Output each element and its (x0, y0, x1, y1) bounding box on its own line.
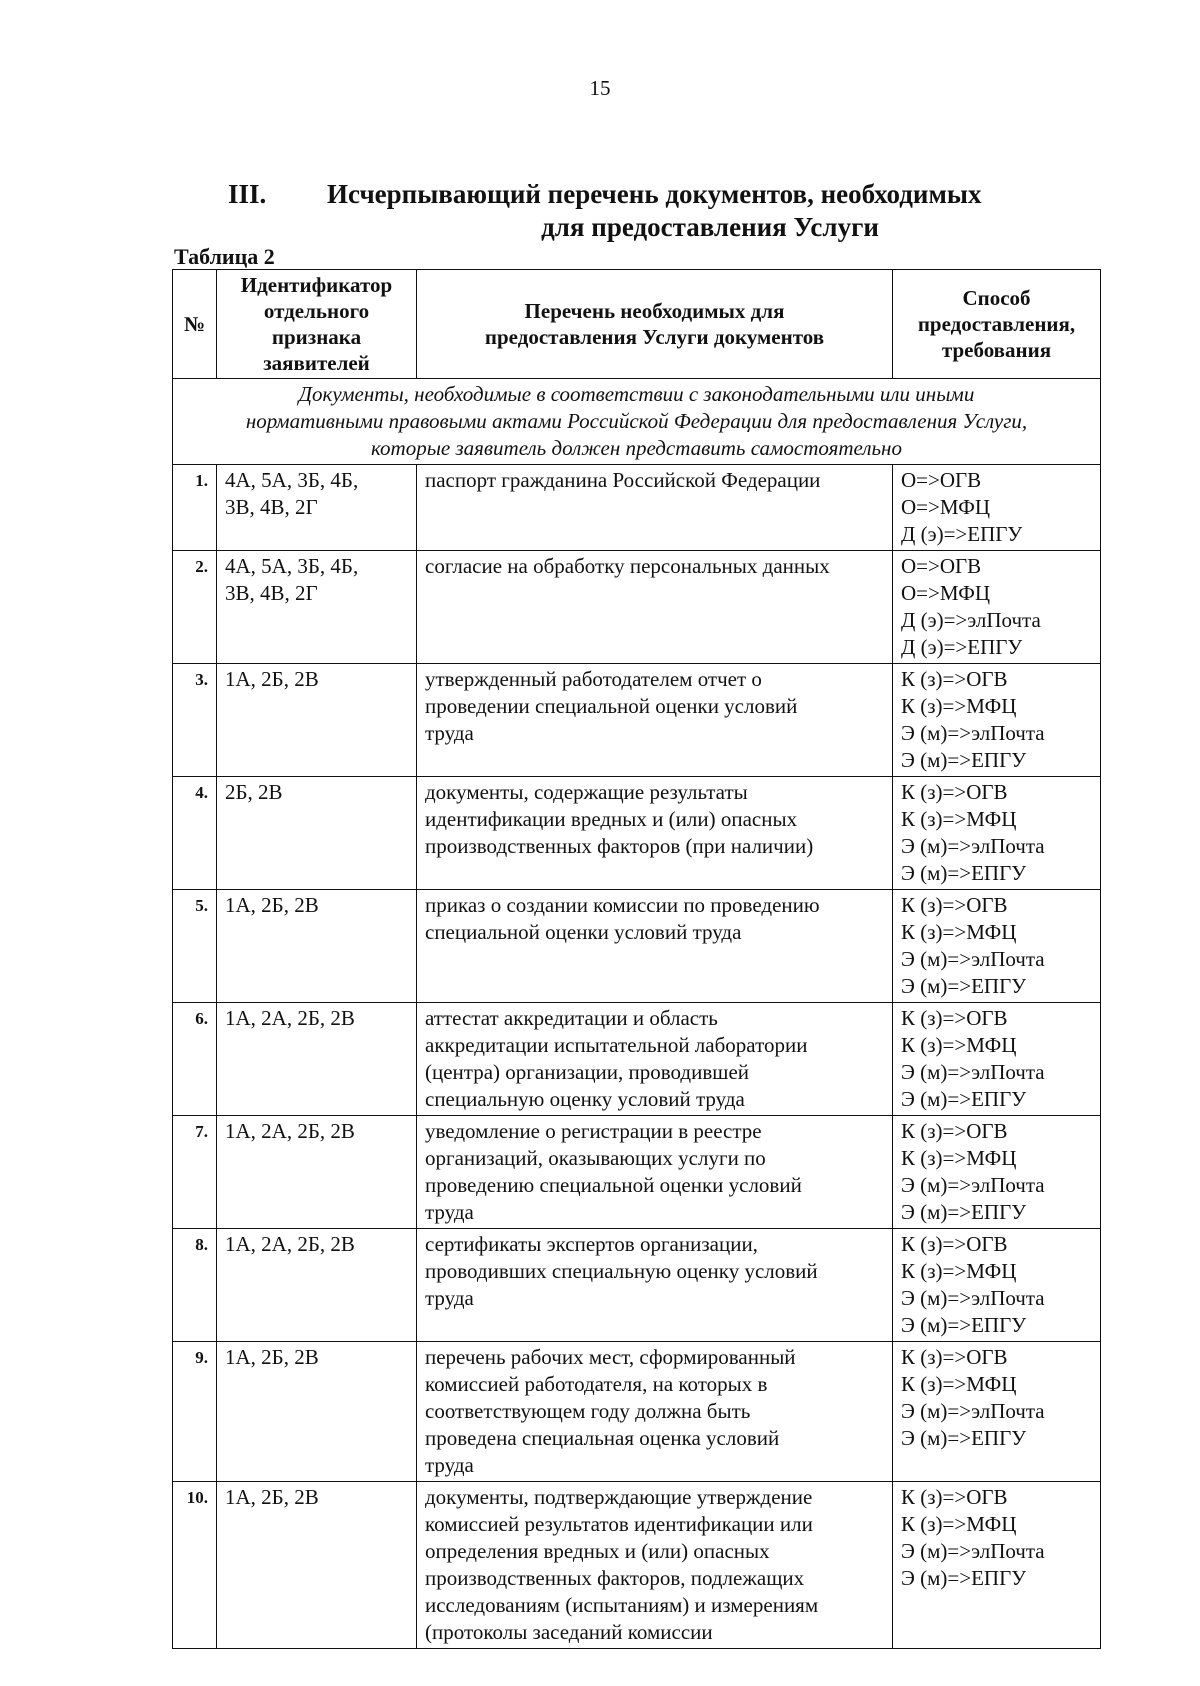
submission-method-line: Э (м)=>элПочта (901, 1399, 1045, 1423)
documents-table (172, 269, 1101, 1649)
document-name-line: идентификации вредных и (или) опасных (425, 807, 798, 831)
document-name (417, 1229, 893, 1342)
submission-method-line: К (з)=>МФЦ (901, 807, 1017, 831)
section-title-line-2: для предоставления Услуги (541, 212, 879, 242)
submission-method-line: К (з)=>МФЦ (901, 1512, 1017, 1536)
document-name (417, 664, 893, 777)
submission-method-line: Э (м)=>ЕПГУ (901, 861, 1027, 885)
document-name-line: перечень рабочих мест, сформированный (425, 1345, 796, 1369)
applicant-identifier-line: 4А, 5А, 3Б, 4Б, (225, 554, 359, 578)
table-row (173, 1342, 1101, 1482)
header-identifier: Идентификатор отдельного признака заявителей (217, 270, 417, 379)
document-name-line: (центра) организации, проводившей (425, 1060, 750, 1084)
applicant-identifier (217, 1342, 417, 1482)
submission-method-line: Э (м)=>ЕПГУ (901, 1566, 1027, 1590)
header-method: Способ предоставления, требования (893, 270, 1101, 379)
document-name (417, 1003, 893, 1116)
header-num: № (173, 270, 217, 379)
submission-method-line: К (з)=>МФЦ (901, 1259, 1017, 1283)
submission-method (893, 1482, 1101, 1649)
document-name-line: специальную оценку условий труда (425, 1087, 745, 1111)
submission-method-line: О=>МФЦ (901, 581, 991, 605)
submission-method-line: Э (м)=>элПочта (901, 721, 1045, 745)
group-note: Документы, необходимые в соответствии с законодательными или иными нормативными правовыми актами Российской Федерации для предоставления Услуги, которые заявитель должен представить самостоятельно (173, 379, 1101, 465)
row-number: 9. (173, 1342, 217, 1482)
table-row (173, 1482, 1101, 1649)
submission-method-line: К (з)=>ОГВ (901, 667, 1008, 691)
applicant-identifier-line: 1А, 2А, 2Б, 2В (225, 1232, 355, 1256)
submission-method (893, 1342, 1101, 1482)
table-row (173, 1116, 1101, 1229)
table-header-row (173, 270, 1101, 379)
document-name-line: исследованиям (испытаниям) и измерениям (425, 1593, 819, 1617)
page-number: 15 (589, 76, 611, 100)
document-name (417, 1342, 893, 1482)
table-row (173, 465, 1101, 551)
table-label: Таблица 2 (174, 244, 275, 269)
submission-method (893, 1229, 1101, 1342)
applicant-identifier (217, 551, 417, 664)
document-name-line: труда (425, 1286, 474, 1310)
table-row (173, 890, 1101, 1003)
submission-method-line: К (з)=>МФЦ (901, 1372, 1017, 1396)
document-name (417, 551, 893, 664)
document-name (417, 465, 893, 551)
submission-method-line: Э (м)=>элПочта (901, 947, 1045, 971)
applicant-identifier (217, 465, 417, 551)
submission-method-line: Э (м)=>элПочта (901, 1286, 1045, 1310)
submission-method (893, 664, 1101, 777)
row-number: 8. (173, 1229, 217, 1342)
applicant-identifier-line: 1А, 2Б, 2В (225, 1485, 319, 1509)
submission-method-line: Э (м)=>ЕПГУ (901, 974, 1027, 998)
submission-method-line: Э (м)=>ЕПГУ (901, 1200, 1027, 1224)
document-name (417, 1482, 893, 1649)
submission-method-line: Д (э)=>элПочта (901, 608, 1041, 632)
submission-method-line: К (з)=>ОГВ (901, 780, 1008, 804)
document-name (417, 890, 893, 1003)
submission-method (893, 777, 1101, 890)
applicant-identifier-line: 3В, 4В, 2Г (225, 495, 318, 519)
document-name-line: аттестат аккредитации и область (425, 1006, 718, 1030)
applicant-identifier-line: 2Б, 2В (225, 780, 283, 804)
row-number: 7. (173, 1116, 217, 1229)
row-number: 5. (173, 890, 217, 1003)
document-name-line: проводивших специальную оценку условий (425, 1259, 818, 1283)
submission-method-line: Э (м)=>ЕПГУ (901, 748, 1027, 772)
table-row (173, 551, 1101, 664)
document-name-line: проведении специальной оценки условий (425, 694, 798, 718)
document-name-line: комиссией работодателя, на которых в (425, 1372, 768, 1396)
document-name-line: труда (425, 1453, 474, 1477)
submission-method-line: К (з)=>ОГВ (901, 1345, 1008, 1369)
submission-method (893, 551, 1101, 664)
submission-method-line: Э (м)=>ЕПГУ (901, 1426, 1027, 1450)
document-name-line: труда (425, 721, 474, 745)
document-name-line: документы, подтверждающие утверждение (425, 1485, 813, 1509)
submission-method-line: Д (э)=>ЕПГУ (901, 635, 1023, 659)
submission-method-line: К (з)=>ОГВ (901, 1119, 1008, 1143)
applicant-identifier-line: 1А, 2А, 2Б, 2В (225, 1119, 355, 1143)
document-name-line: согласие на обработку персональных данных (425, 554, 830, 578)
submission-method-line: О=>ОГВ (901, 554, 982, 578)
section-title (0, 178, 1200, 244)
applicant-identifier (217, 1003, 417, 1116)
applicant-identifier-line: 1А, 2Б, 2В (225, 667, 319, 691)
document-name-line: труда (425, 1200, 474, 1224)
submission-method-line: О=>ОГВ (901, 468, 982, 492)
document-name (417, 1116, 893, 1229)
submission-method-line: К (з)=>ОГВ (901, 893, 1008, 917)
document-name-line: аккредитации испытательной лаборатории (425, 1033, 808, 1057)
applicant-identifier (217, 664, 417, 777)
submission-method (893, 465, 1101, 551)
document-name-line: определения вредных и (или) опасных (425, 1539, 770, 1563)
document-name-line: утвержденный работодателем отчет о (425, 667, 762, 691)
document-name-line: приказ о создании комиссии по проведению (425, 893, 820, 917)
table-row (173, 777, 1101, 890)
row-number: 10. (173, 1482, 217, 1649)
row-number: 6. (173, 1003, 217, 1116)
document-name-line: паспорт гражданина Российской Федерации (425, 468, 821, 492)
submission-method-line: Э (м)=>ЕПГУ (901, 1087, 1027, 1111)
submission-method (893, 1003, 1101, 1116)
submission-method-line: К (з)=>ОГВ (901, 1006, 1008, 1030)
row-number: 2. (173, 551, 217, 664)
submission-method-line: К (з)=>МФЦ (901, 920, 1017, 944)
header-documents: Перечень необходимых для предоставления Услуги документов (417, 270, 893, 379)
applicant-identifier-line: 3В, 4В, 2Г (225, 581, 318, 605)
row-number: 1. (173, 465, 217, 551)
submission-method-line: Э (м)=>элПочта (901, 1060, 1045, 1084)
submission-method-line: Д (э)=>ЕПГУ (901, 522, 1023, 546)
document-name-line: специальной оценки условий труда (425, 920, 742, 944)
submission-method-line: Э (м)=>ЕПГУ (901, 1313, 1027, 1337)
document-name-line: производственных факторов (при наличии) (425, 834, 814, 858)
section-numeral: III. (228, 179, 267, 209)
document-name-line: организаций, оказывающих услуги по (425, 1146, 766, 1170)
table-row (173, 1003, 1101, 1116)
submission-method-line: К (з)=>ОГВ (901, 1485, 1008, 1509)
document-name-line: (протоколы заседаний комиссии (425, 1620, 713, 1644)
submission-method-line: Э (м)=>элПочта (901, 1173, 1045, 1197)
applicant-identifier-line: 1А, 2Б, 2В (225, 1345, 319, 1369)
applicant-identifier-line: 1А, 2Б, 2В (225, 893, 319, 917)
document-name-line: уведомление о регистрации в реестре (425, 1119, 762, 1143)
document-name-line: сертификаты экспертов организации, (425, 1232, 758, 1256)
document-name (417, 777, 893, 890)
group-note-row (173, 379, 1101, 465)
table-row (173, 664, 1101, 777)
document-name-line: проведению специальной оценки условий (425, 1173, 802, 1197)
applicant-identifier (217, 1482, 417, 1649)
document-name-line: производственных факторов, подлежащих (425, 1566, 805, 1590)
applicant-identifier (217, 1229, 417, 1342)
submission-method-line: К (з)=>МФЦ (901, 1033, 1017, 1057)
submission-method-line: Э (м)=>элПочта (901, 1539, 1045, 1563)
applicant-identifier-line: 4А, 5А, 3Б, 4Б, (225, 468, 359, 492)
section-title-line-1: Исчерпывающий перечень документов, необходимых (327, 179, 982, 209)
submission-method-line: Э (м)=>элПочта (901, 834, 1045, 858)
applicant-identifier (217, 890, 417, 1003)
submission-method-line: К (з)=>ОГВ (901, 1232, 1008, 1256)
submission-method-line: К (з)=>МФЦ (901, 694, 1017, 718)
table-row (173, 1229, 1101, 1342)
submission-method (893, 890, 1101, 1003)
row-number: 3. (173, 664, 217, 777)
applicant-identifier (217, 1116, 417, 1229)
submission-method-line: О=>МФЦ (901, 495, 991, 519)
submission-method (893, 1116, 1101, 1229)
document-name-line: соответствующем году должна быть (425, 1399, 751, 1423)
submission-method-line: К (з)=>МФЦ (901, 1146, 1017, 1170)
document-name-line: проведена специальная оценка условий (425, 1426, 780, 1450)
document-name-line: комиссией результатов идентификации или (425, 1512, 813, 1536)
applicant-identifier (217, 777, 417, 890)
row-number: 4. (173, 777, 217, 890)
document-name-line: документы, содержащие результаты (425, 780, 748, 804)
applicant-identifier-line: 1А, 2А, 2Б, 2В (225, 1006, 355, 1030)
